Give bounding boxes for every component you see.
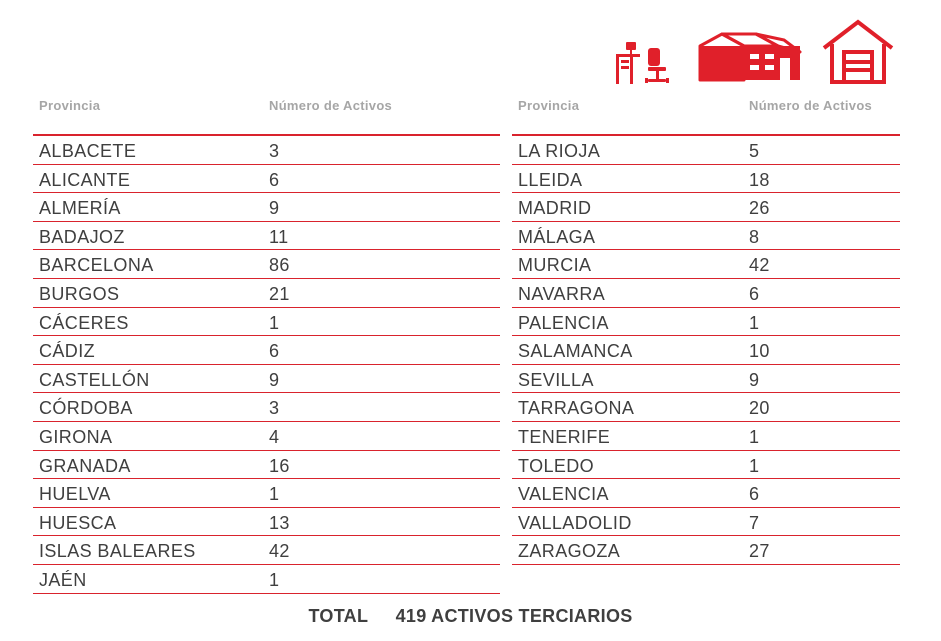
table-row xyxy=(33,365,500,394)
asset-count: 86 xyxy=(269,255,290,276)
province-name: MÁLAGA xyxy=(518,226,596,247)
table-row xyxy=(512,193,900,222)
asset-count: 6 xyxy=(749,283,760,304)
asset-count: 9 xyxy=(749,369,760,390)
table-row xyxy=(33,308,500,337)
asset-count: 9 xyxy=(269,198,280,219)
asset-count: 42 xyxy=(749,255,770,276)
asset-count: 16 xyxy=(269,455,290,476)
left-table xyxy=(33,96,500,594)
table-row xyxy=(33,451,500,480)
asset-count: 1 xyxy=(749,455,760,476)
province-name: BARCELONA xyxy=(39,255,154,276)
province-name: SEVILLA xyxy=(518,369,594,390)
asset-count: 9 xyxy=(269,369,280,390)
province-name: MADRID xyxy=(518,198,592,219)
industrial-warehouse-icon xyxy=(696,32,802,84)
right-table xyxy=(512,96,900,565)
total-label: TOTAL xyxy=(308,606,369,626)
total-value: 419 ACTIVOS TERCIARIOS xyxy=(395,606,633,626)
province-name: CÁCERES xyxy=(39,312,129,333)
left-rows xyxy=(33,136,500,594)
asset-count: 3 xyxy=(269,141,280,161)
asset-count: 6 xyxy=(269,341,280,362)
garage-icon xyxy=(822,18,894,84)
table-row xyxy=(512,451,900,480)
table-row xyxy=(33,193,500,222)
asset-count: 3 xyxy=(269,398,280,419)
table-row xyxy=(512,279,900,308)
asset-count: 6 xyxy=(749,484,760,505)
province-name: LA RIOJA xyxy=(518,141,601,161)
asset-count: 8 xyxy=(749,226,760,247)
asset-count: 13 xyxy=(269,512,290,533)
icon-bar xyxy=(612,18,902,88)
province-name: HUESCA xyxy=(39,512,117,533)
province-name: TOLEDO xyxy=(518,455,595,476)
table-row xyxy=(512,336,900,365)
province-name: GRANADA xyxy=(39,455,131,476)
asset-count: 27 xyxy=(749,541,770,562)
asset-count: 42 xyxy=(269,541,290,562)
asset-count: 1 xyxy=(749,426,760,447)
asset-count: 1 xyxy=(269,312,280,333)
asset-count: 4 xyxy=(269,426,280,447)
asset-count: 26 xyxy=(749,198,770,219)
table-row xyxy=(512,536,900,565)
asset-count: 1 xyxy=(269,484,280,505)
table-row xyxy=(33,422,500,451)
table-row xyxy=(33,222,500,251)
asset-count: 18 xyxy=(749,169,770,190)
table-row xyxy=(33,565,500,594)
province-name: LLEIDA xyxy=(518,169,583,190)
office-desk-icon xyxy=(612,40,674,84)
province-name: CÁDIZ xyxy=(39,341,95,362)
asset-count: 5 xyxy=(749,141,760,161)
table-row xyxy=(33,279,500,308)
province-name: GIRONA xyxy=(39,426,113,447)
province-name: ISLAS BALEARES xyxy=(39,541,196,562)
province-name: ALICANTE xyxy=(39,169,131,190)
province-name: PALENCIA xyxy=(518,312,609,333)
table-row xyxy=(33,536,500,565)
asset-count: 6 xyxy=(269,169,280,190)
province-header: Provincia xyxy=(39,98,101,113)
asset-count: 7 xyxy=(749,512,760,533)
count-header: Número de Activos xyxy=(749,98,873,113)
table-row xyxy=(512,393,900,422)
province-name: TENERIFE xyxy=(518,426,611,447)
table-row xyxy=(33,136,500,165)
count-header: Número de Activos xyxy=(269,98,393,113)
table-header xyxy=(512,96,900,134)
asset-count: 1 xyxy=(749,312,760,333)
province-header: Provincia xyxy=(518,98,580,113)
table-header xyxy=(33,96,500,134)
asset-count: 11 xyxy=(269,226,289,247)
table-row xyxy=(512,136,900,165)
table-row xyxy=(512,222,900,251)
province-name: BURGOS xyxy=(39,283,120,304)
province-name: TARRAGONA xyxy=(518,398,635,419)
province-name: SALAMANCA xyxy=(518,341,633,362)
table-row xyxy=(33,165,500,194)
province-name: VALENCIA xyxy=(518,484,609,505)
province-name: HUELVA xyxy=(39,484,111,505)
table-row xyxy=(33,479,500,508)
province-name: MURCIA xyxy=(518,255,592,276)
table-row xyxy=(512,508,900,537)
table-row xyxy=(33,250,500,279)
table-row xyxy=(512,308,900,337)
table-row xyxy=(33,508,500,537)
right-rows xyxy=(512,136,900,565)
table-row xyxy=(512,250,900,279)
asset-count: 1 xyxy=(269,569,280,590)
province-name: CASTELLÓN xyxy=(39,369,150,390)
province-name: JAÉN xyxy=(39,569,87,590)
province-name: ZARAGOZA xyxy=(518,541,621,562)
province-name: ALBACETE xyxy=(39,141,137,161)
table-row xyxy=(33,336,500,365)
province-name: NAVARRA xyxy=(518,283,606,304)
table-row xyxy=(512,479,900,508)
province-name: BADAJOZ xyxy=(39,226,125,247)
province-name: ALMERÍA xyxy=(39,198,121,219)
province-name: VALLADOLID xyxy=(518,512,632,533)
asset-count: 21 xyxy=(269,283,290,304)
table-row xyxy=(33,393,500,422)
table-row xyxy=(512,165,900,194)
asset-count: 10 xyxy=(749,341,770,362)
asset-count: 20 xyxy=(749,398,770,419)
province-name: CÓRDOBA xyxy=(39,398,133,419)
table-row xyxy=(512,365,900,394)
total-summary xyxy=(0,606,941,627)
table-row xyxy=(512,422,900,451)
